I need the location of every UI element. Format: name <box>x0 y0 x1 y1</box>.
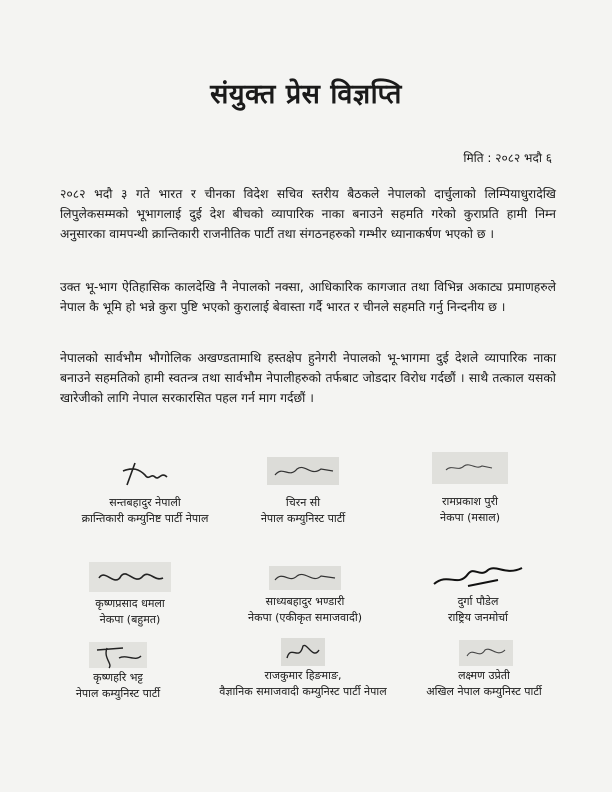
signatory-name: दुर्गा पौडेल <box>457 595 499 608</box>
signature-mark <box>273 636 333 668</box>
signature-mark <box>85 560 175 596</box>
signatory-3 <box>370 450 570 526</box>
document-date: मिति : २०८२ भदौ ६ <box>463 151 552 165</box>
signatory-name: सन्तबहादुर नेपाली <box>109 496 181 509</box>
signatory-org: राष्ट्रिय जनमोर्चा <box>447 611 509 624</box>
signatory-name: साध्यबहादुर भण्डारी <box>265 595 345 608</box>
signatory-name: चिरन सी <box>285 496 321 509</box>
document-title: संयुक्त प्रेस विज्ञप्ति <box>210 79 402 110</box>
signature-mark <box>430 450 510 488</box>
signatory-5 <box>205 562 405 626</box>
signatory-name: कृष्णहरि भट्ट <box>93 671 143 684</box>
paragraph-3: नेपालको सार्वभौम भौगोलिक अखण्डतामाथि हस्तक्षेप हुनेगरी नेपालको भू-भागमा दुई देशले व्यापारिक नाका बनाउने सहमतिको हामी स्वतन्त्र तथा सार्वभौम नेपालीहरुको तर्फबाट जोडदार विरोध गर्दछौं । साथै तत्काल यसको खारेजीको लागि नेपाल सरकारसित पहल गर्न माग गर्दछौं । <box>60 351 556 405</box>
signatory-org: अखिल नेपाल कम्युनिस्ट पार्टी <box>426 685 542 698</box>
signatory-org: नेकपा (मसाल) <box>439 511 501 524</box>
signatory-name: राजकुमार हिङमाङ, <box>264 669 342 682</box>
signatory-9 <box>384 638 584 700</box>
paragraph-1: २०८२ भदौ ३ गते भारत र चीनका विदेश सचिव स्तरीय बैठकले नेपालको दार्चुलाको लिम्पियाधुरादेखि लिपुलेकसम्मको भूभागलाई दुई देश बीचको व्यापारिक नाका बनाउने सहमति गरेको कुराप्रति हामी निम्न अनुसारका वामपन्थी क्रान्तिकारी राजनीतिक पार्टी तथा संगठनहरुको गम्भीर ध्यानाकर्षण भएको छ । <box>60 187 556 241</box>
paragraph-2: उक्त भू-भाग ऐतिहासिक कालदेखि नै नेपालको नक्सा, आधिकारिक कागजात तथा विभिन्न अकाट्य प्रमाणहरुले नेपाल कै भूमि हो भन्ने कुरा पुष्टि भएको कुरालाई बेवास्ता गर्दै भारत र चीनले सहमति गर्नु निन्दनीय छ । <box>60 280 556 314</box>
signatory-6 <box>378 558 578 626</box>
signatory-4 <box>30 560 230 628</box>
signature-mark <box>267 562 343 594</box>
signatory-name: रामप्रकाश पुरी <box>441 495 499 508</box>
signature-mark <box>83 640 153 670</box>
signatory-name: कृष्णप्रसाद धमला <box>95 597 165 610</box>
signatory-org: वैज्ञानिक समाजवादी कम्युनिस्ट पार्टी नेपाल <box>219 685 387 698</box>
signatory-org: नेकपा (एकीकृत समाजवादी) <box>247 611 362 624</box>
signatory-org: नेपाल कम्युनिस्ट पार्टी <box>260 512 346 525</box>
signatory-org: नेकपा (बहुमत) <box>99 613 161 626</box>
signature-mark <box>265 455 341 489</box>
signatory-org: क्रान्तिकारी कम्युनिष्ट पार्टी नेपाल <box>81 512 209 525</box>
signatory-7 <box>18 640 218 702</box>
signatory-name: लक्ष्मण उप्रेती <box>458 669 510 682</box>
signature-mark <box>105 455 185 489</box>
signatory-org: नेपाल कम्युनिस्ट पार्टी <box>75 687 161 700</box>
signature-mark <box>449 638 519 668</box>
signature-mark <box>428 558 528 594</box>
signatory-8 <box>203 636 403 700</box>
